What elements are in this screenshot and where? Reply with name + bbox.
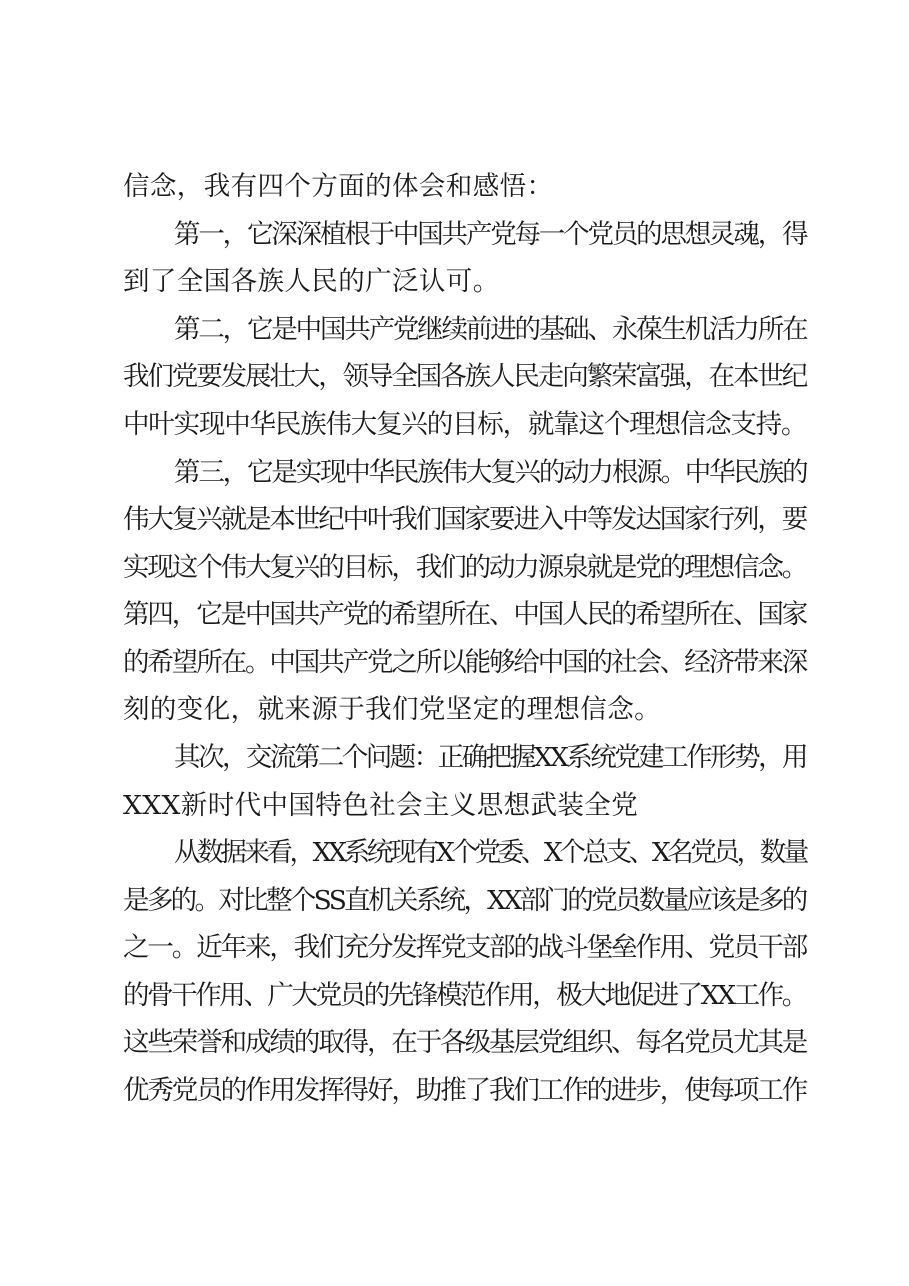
text-line: 第三，它是实现中华民族伟大复兴的动力根源。中华民族的 <box>174 457 807 488</box>
text-line: 第一，它深深植根于中国共产党每一个党员的思想灵魂，得 <box>174 219 807 250</box>
text-line: 这些荣誉和成绩的取得，在于各级基层党组织、每名党员尤其是 <box>123 1027 807 1058</box>
text-line: 的希望所在。中国共产党之所以能够给中国的社会、经济带来深 <box>123 647 807 678</box>
text-line: 是多的。对比整个SS直机关系统，XX部门的党员数量应该是多的 <box>123 885 806 916</box>
text-line: XXX新时代中国特色社会主义思想武装全党 <box>123 790 639 821</box>
text-line: 伟大复兴就是本世纪中叶我们国家要进入中等发达国家行列，要 <box>123 504 807 535</box>
text-line: 从数据来看，XX系统现有X个党委、X个总支、X名党员，数量 <box>174 837 806 868</box>
text-line: 信念，我有四个方面的体会和感悟： <box>123 171 554 202</box>
text-line: 第二，它是中国共产党继续前进的基础、永葆生机活力所在 <box>174 314 807 345</box>
text-line: 到了全国各族人民的广泛认可。 <box>123 266 500 297</box>
text-line: 实现这个伟大复兴的目标，我们的动力源泉就是党的理想信念。 <box>123 552 807 583</box>
text-line: 刻的变化，就来源于我们党坚定的理想信念。 <box>123 694 661 725</box>
text-line: 之一。近年来，我们充分发挥党支部的战斗堡垒作用、党员干部 <box>123 932 807 963</box>
text-line: 其次，交流第二个问题：正确把握XX系统党建工作形势，用 <box>174 742 807 773</box>
text-line: 的骨干作用、广大党员的先锋模范作用，极大地促进了XX工作。 <box>123 980 806 1011</box>
text-line: 优秀党员的作用发挥得好，助推了我们工作的进步，使每项工作 <box>123 1075 807 1106</box>
text-line: 我们党要发展壮大，领导全国各族人民走向繁荣富强，在本世纪 <box>123 361 807 392</box>
text-line: 中叶实现中华民族伟大复兴的目标，就靠这个理想信念支持。 <box>123 409 807 440</box>
text-line: 第四，它是中国共产党的希望所在、中国人民的希望所在、国家 <box>123 599 807 630</box>
